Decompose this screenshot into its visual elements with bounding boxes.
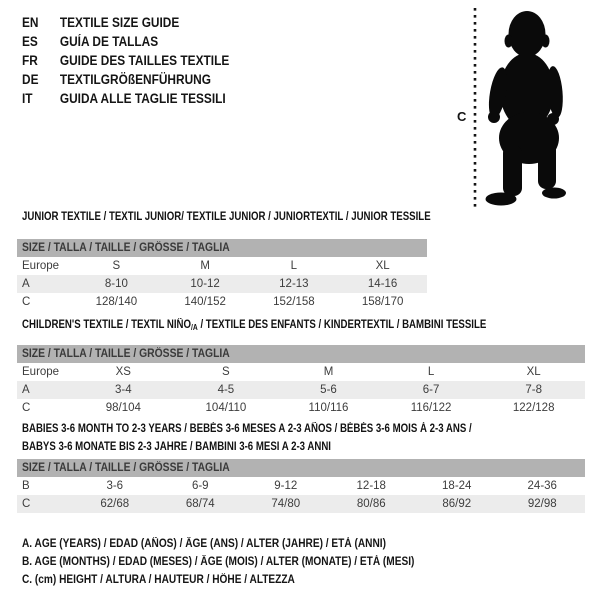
cell: 68/74 <box>158 495 244 513</box>
lang-code: IT <box>22 91 33 106</box>
lang-text: GUÍA DE TALLAS <box>59 34 159 49</box>
row-label: A <box>17 381 72 399</box>
cell: L <box>427 366 435 378</box>
children-title-prefix: CHILDREN'S TEXTILE / TEXTIL NIÑO <box>22 319 192 331</box>
cell: 74/80 <box>243 495 329 513</box>
table-row <box>17 257 427 275</box>
cell: 158/170 <box>361 296 404 308</box>
junior-table-title-text: JUNIOR TEXTILE / TEXTIL JUNIOR/ TEXTILE JUNIOR / JUNIORTEXTIL / JUNIOR TESSILE <box>22 211 431 223</box>
cell: 3-6 <box>106 480 124 492</box>
babies-size-table <box>17 459 585 513</box>
cell: 9-12 <box>274 480 298 492</box>
footnote-b: B. AGE (MONTHS) / EDAD (MESES) / ÂGE (MOIS) / ALTER (MONATE) / ETÀ (MESI) <box>22 556 415 568</box>
size-header-row <box>17 345 585 363</box>
language-header <box>22 13 258 108</box>
cell: M <box>323 366 334 378</box>
cell: 18-24 <box>442 480 472 492</box>
size-header-row <box>17 239 427 257</box>
table-row <box>17 495 585 513</box>
cell: 12-18 <box>356 480 386 492</box>
children-table-title <box>22 319 575 332</box>
babies-table-title-line1: BABIES 3-6 MONTH TO 2-3 YEARS / BEBÉS 3-6 MESES A 2-3 AÑOS / BÉBÉS 3-6 MOIS À 2-3 ANS / <box>22 423 472 435</box>
row-label: Europe <box>22 366 60 378</box>
size-header-label: SIZE / TALLA / TAILLE / GRÖSSE / TAGLIA <box>22 462 230 474</box>
footnotes <box>22 535 468 589</box>
cell: 6-7 <box>380 381 483 399</box>
babies-table-title <box>22 420 557 456</box>
lang-row-it <box>22 89 229 108</box>
table-row <box>17 399 585 417</box>
footnote-c: C. (cm) HEIGHT / ALTURA / HAUTEUR / HÖHE / ALTEZZA <box>22 574 295 586</box>
children-title-suffix: / TEXTILE DES ENFANTS / KINDERTEXTIL / BAMBINI TESSILE <box>197 319 487 331</box>
cell: L <box>290 260 298 272</box>
children-title-sub: /A <box>191 323 198 332</box>
lang-row-en <box>22 13 229 32</box>
cell: 5-6 <box>277 381 380 399</box>
table-row <box>17 363 585 381</box>
toddler-figure <box>450 0 600 215</box>
cell: 152/158 <box>273 296 315 308</box>
babies-table-title-line2: BABYS 3-6 MONATE BIS 2-3 JAHRE / BAMBINI 3-6 MESI A 2-3 ANNI <box>22 441 331 453</box>
lang-text: GUIDE DES TAILLES TEXTILE <box>59 53 230 68</box>
row-label: C <box>22 296 31 308</box>
cell: 92/98 <box>500 495 586 513</box>
children-size-table <box>17 345 585 417</box>
cell: 80/86 <box>329 495 415 513</box>
cell: 104/110 <box>205 402 247 414</box>
lang-code: EN <box>22 15 39 30</box>
cell: 116/122 <box>410 402 452 414</box>
children-table-title-text <box>22 319 486 332</box>
lang-text: GUIDA ALLE TAGLIE TESSILI <box>59 91 226 106</box>
cell: 14-16 <box>338 275 427 293</box>
size-header-row <box>17 459 585 477</box>
row-label: Europe <box>22 260 60 272</box>
junior-size-table <box>17 239 427 311</box>
toddler-silhouette-icon <box>486 11 567 206</box>
cell: 62/68 <box>72 495 158 513</box>
cell: S <box>222 366 230 378</box>
cell: 6-9 <box>191 480 209 492</box>
row-label: C <box>17 495 72 513</box>
cell: 12-13 <box>250 275 339 293</box>
cell: 122/128 <box>512 402 555 414</box>
lang-code: DE <box>22 72 39 87</box>
height-measure-label: C <box>457 109 467 124</box>
cell: XS <box>115 366 131 378</box>
cell: 24-36 <box>527 480 557 492</box>
lang-row-fr <box>22 51 229 70</box>
lang-row-es <box>22 32 229 51</box>
cell: XL <box>375 260 390 272</box>
cell: 98/104 <box>105 402 141 414</box>
cell: XL <box>526 366 541 378</box>
lang-code: ES <box>22 34 38 49</box>
lang-text: TEXTILGRÖßENFÜHRUNG <box>59 72 211 87</box>
cell: 10-12 <box>161 275 250 293</box>
cell: 4-5 <box>175 381 278 399</box>
size-header-label: SIZE / TALLA / TAILLE / GRÖSSE / TAGLIA <box>22 242 230 254</box>
cell: 86/92 <box>414 495 500 513</box>
cell: 140/152 <box>184 296 226 308</box>
cell: 8-10 <box>72 275 161 293</box>
lang-row-de <box>22 70 229 89</box>
cell: M <box>200 260 210 272</box>
row-label: C <box>22 402 31 414</box>
cell: 128/140 <box>95 296 138 308</box>
footnote-a: A. AGE (YEARS) / EDAD (AÑOS) / ÂGE (ANS) / ALTER (JAHRE) / ETÀ (ANNI) <box>22 538 386 550</box>
cell: 3-4 <box>72 381 175 399</box>
size-header-label: SIZE / TALLA / TAILLE / GRÖSSE / TAGLIA <box>22 348 230 360</box>
cell: 7-8 <box>482 381 585 399</box>
table-row <box>17 381 585 399</box>
table-row <box>17 275 427 293</box>
cell: 110/116 <box>308 402 349 414</box>
row-label: A <box>17 275 72 293</box>
table-row <box>17 477 585 495</box>
lang-text: TEXTILE SIZE GUIDE <box>59 15 180 30</box>
lang-code: FR <box>22 53 38 68</box>
row-label: B <box>22 480 30 492</box>
junior-table-title <box>22 211 508 223</box>
table-row <box>17 293 427 311</box>
cell: S <box>112 260 121 272</box>
